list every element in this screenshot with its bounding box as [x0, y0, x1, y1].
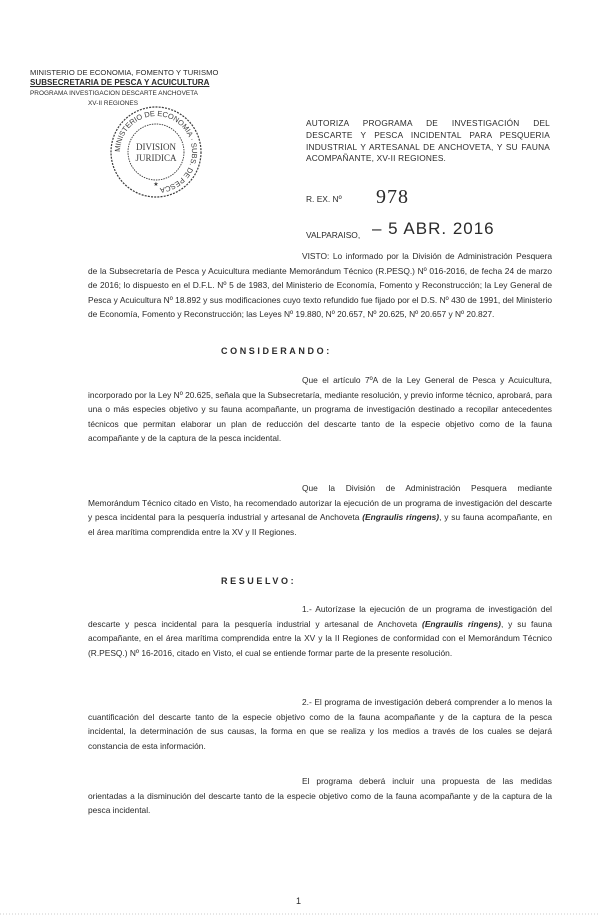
resuelvo-heading: RESUELVO: — [221, 576, 297, 586]
considerando-p2-text-b: , y su fauna acompañante, en el área marítima comprendida entre la XV y II Regiones. — [88, 512, 552, 537]
ministry-name: MINISTERIO DE ECONOMIA, FOMENTO Y TURISMO — [30, 68, 219, 77]
considerando-heading-block — [221, 344, 332, 359]
city-label: VALPARAISO, — [306, 230, 361, 240]
program-name: PROGRAMA INVESTIGACION DESCARTE ANCHOVETA — [30, 89, 198, 97]
seal-star-icon: ★ — [153, 182, 159, 188]
resuelvo-p3 — [88, 774, 552, 818]
scan-edge — [0, 906, 600, 918]
resuelvo-p3-text: El programa deberá incluir una propuesta de las medidas orientadas a la disminución del descarte tanto de la especie objetivo como de la fauna acompañante y de la captura de la pesca incidental. — [88, 776, 552, 816]
resuelvo-heading-block — [221, 574, 296, 589]
resolution-number: 978 — [376, 186, 409, 208]
resuelvo-p2 — [88, 695, 552, 753]
page-number: 1 — [296, 896, 302, 906]
considerando-p2-text-a: Que la División de Administración Pesquera mediante Memorándum Técnico citado en Visto, ha recomendado autorizar la ejecución de un programa de investigación del descarte y pesca incidental para la pesquería industrial y artesanal de Anchoveta — [88, 483, 552, 523]
seal-ring-text: MINISTERIO DE ECONOMIA · SUBS. DE PESCA — [112, 108, 200, 195]
considerando-p2 — [88, 481, 552, 539]
regions-label: XV-II REGIONES — [88, 100, 139, 108]
date-stamp: – 5 ABR. 2016 — [372, 219, 495, 238]
resuelvo-p1-text-b: , y su fauna acompañante, en el área marítima comprendida entre la XV y la II Regiones de conformidad con el Memorándum Técnico (R.PESQ.) Nº 16-2016, citado en Visto, el cual se entiende formar parte de la presente resolución. — [88, 618, 552, 658]
resuelvo-p1-text-a: 1.- Autorízase la ejecución de un programa de investigación del descarte y pesca incidental para la pesquería industrial y artesanal de Anchoveta — [88, 604, 552, 629]
species-name: (Engraulis ringens) — [362, 512, 440, 523]
visto-section — [88, 249, 552, 322]
subsecretaria-name: SUBSECRETARIA DE PESCA Y ACUICULTURA — [30, 78, 210, 88]
considerando-heading: CONSIDERANDO: — [221, 346, 332, 356]
considerando-p1 — [88, 373, 552, 446]
seal-center-line-1: DIVISION — [136, 142, 176, 152]
resuelvo-p2-text: 2.- El programa de investigación deberá comprender a lo menos la cuantificación del descarte tanto de la especie objetivo como de la fauna acompañante y de la captura de la pesca incidental, la determinación de sus causas, la forma en que se realiza y los medios a través de los cuales se dejará constancia de esta información. — [88, 697, 552, 751]
species-name-2: (Engraulis ringens) — [422, 618, 501, 629]
resuelvo-p1 — [88, 602, 552, 660]
document-title: AUTORIZA PROGRAMA DE INVESTIGACIÓN DEL DESCARTE Y PESCA INCIDENTAL PARA PESQUERIA INDUSTRIAL Y ARTESANAL DE ANCHOVETA, Y SU FAUNA ACOMPAÑANTE, XV-II REGIONES. — [306, 118, 550, 164]
visto-text: Lo informado por la División de Administración Pesquera de la Subsecretaría de Pesca y Acuicultura mediante Memorándum Técnico (R.PESQ.) Nº 016-2016, de fecha 24 de marzo de 2016; lo dispuesto en el D.F.L. Nº 5 de 1983, del Ministerio de Economía, Fomento y Reconstrucción; la Ley General de Pesca y Acuicultura Nº 18.892 y sus modificaciones cuyo texto refundido fue fijado por el D.S. Nº 430 de 1991, del Ministerio de Economía, Fomento y Reconstrucción; las Leyes Nº 19.880, Nº 20.657, Nº 20.625, Nº 20.657 y Nº 20.827. — [88, 251, 552, 320]
seal-center-line-2: JURIDICA — [135, 153, 177, 163]
considerando-p1-text: Que el artículo 7ºA de la Ley General de Pesca y Acuicultura, incorporado por la Ley Nº 20.625, señala que la Subsecretaría, mediante resolución, y previo informe técnico, aprobará, para una o más especies objetivo y su fauna acompañante, un programa de investigación destinado a recopilar antecedentes técnicos que permitan elaborar un plan de reducción del descarte tanto de la especie objetivo como de la fauna acompañante y de la captura de la pesca incidental. — [88, 375, 552, 444]
visto-label: VISTO: — [302, 251, 330, 261]
division-juridica-seal — [108, 104, 204, 200]
resolution-label: R. EX. Nº — [306, 194, 342, 204]
